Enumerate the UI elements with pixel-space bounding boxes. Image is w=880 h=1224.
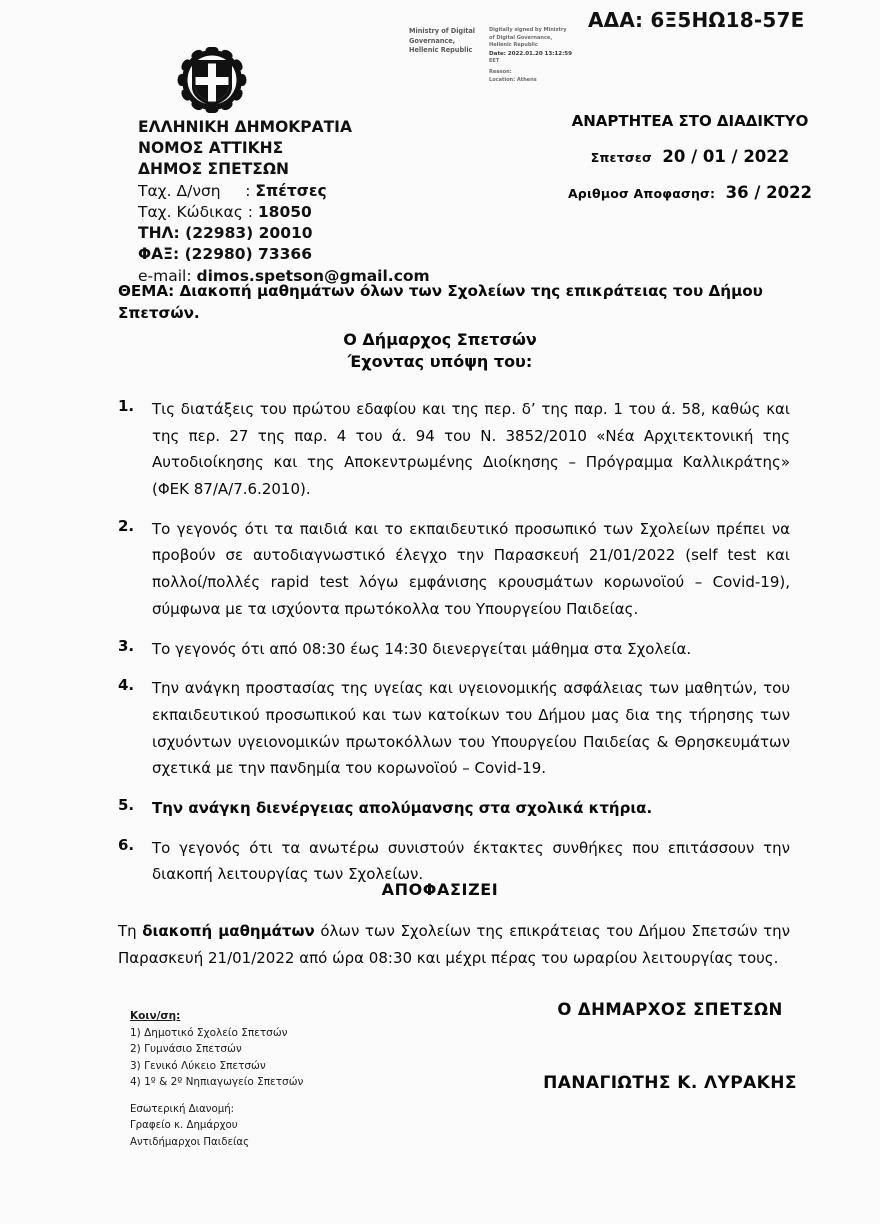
issue-date-row: [520, 147, 860, 166]
consideration-number: 3.: [118, 636, 135, 655]
address-value: Σπέτσες: [255, 181, 327, 200]
signature-details: [489, 27, 572, 84]
decision-number-row: [520, 183, 860, 202]
decision-number-value: 36 / 2022: [725, 183, 813, 202]
cc-item: 3) Γενικό Λύκειο Σπετσών: [130, 1059, 266, 1072]
publication-notice: ΑΝΑΡΤΗΤΕΑ ΣΤΟ ΔΙΑΔΙΚΤΥΟ: [571, 112, 809, 130]
phone-label: ΤΗΛ:: [138, 224, 186, 243]
document-meta: [520, 112, 860, 219]
consideration-number: 4.: [118, 676, 135, 695]
internal-items: [130, 1118, 249, 1151]
fax-label: ΦΑΞ:: [138, 245, 185, 264]
letterhead-prefecture: ΝΟΜΟΣ ΑΤΤΙΚΗΣ: [138, 139, 284, 158]
decision-paragraph: [118, 918, 790, 971]
cc-item: 1) Δημοτικό Σχολείο Σπετσών: [130, 1026, 288, 1039]
internal-item: Γραφείο κ. Δημάρχου: [130, 1120, 238, 1132]
signature-authority-line-1: Ministry of Digital: [409, 27, 476, 35]
signature-authority-line-3: Hellenic Republic: [409, 46, 473, 55]
cc-items: [130, 1025, 303, 1091]
considerations-list: [118, 396, 790, 901]
consideration-text: Το γεγονός ότι τα ανωτέρω συνιστούν έκτακτες συνθήκες που επιτάσσουν την διακοπή λειτουργίας των Σχολείων.: [152, 838, 790, 884]
consideration-text: Το γεγονός ότι τα παιδιά και το εκπαιδευτικό προσωπικό των Σχολείων πρέπει να προβούν σε αυτοδιαγνωστικό έλεγχο την Παρασκευή 21/01/2022 (self test και πολλοί/πολλές rapid test λόγω εμφάνισης κρουσμάτων κορωνοϊού – Covid-19), σύμφωνα με τα ισχύοντα πρωτόκολλα του Υπουργείου Παιδείας.: [152, 519, 790, 618]
postal-value: 18050: [257, 202, 312, 221]
mayor-heading: [0, 329, 880, 372]
address-label: Ταχ. Δ/νση :: [138, 181, 256, 200]
ada-code: ΑΔΑ: 6Ξ5ΗΩ18-57Ε: [588, 8, 805, 32]
consideration-text: Την ανάγκη διενέργειας απολύμανσης στα σχολικά κτήρια.: [152, 798, 653, 817]
consideration-item: [118, 636, 790, 663]
email-value: dimos.spetson@gmail.com: [196, 266, 430, 285]
fax-value: (22980) 73366: [184, 245, 312, 264]
consideration-item: [118, 516, 790, 623]
consideration-number: 5.: [118, 795, 135, 814]
signature-reason: Reason:: [489, 68, 512, 75]
signature-detail-line-2: of Digital Governance,: [489, 34, 553, 41]
consideration-item: [118, 396, 790, 503]
signer-name: ΠΑΝΑΓΙΩΤΗΣ Κ. ΛΥΡΑΚΗΣ: [543, 1073, 797, 1093]
consideration-item: [118, 795, 790, 822]
decision-prefix: Τη: [118, 922, 143, 940]
signature-detail-line-1: Digitally signed by Ministry: [489, 27, 567, 33]
signer-title: Ο ΔΗΜΑΡΧΟΣ ΣΠΕΤΣΩΝ: [557, 1000, 783, 1019]
letterhead-republic: ΕΛΛΗΝΙΚΗ ΔΗΜΟΚΡΑΤΙΑ: [138, 118, 352, 136]
consideration-text: Την ανάγκη προστασίας της υγείας και υγειονομικής ασφάλειας των μαθητών, του εκπαιδευτικού προσωπικού και των κατοίκων του Δήμου μας δια της τήρησης των ισχυόντων υγειονομικών πρωτοκόλλων του Υπουργείου Παιδείας & Θρησκευμάτων σχετικά με την πανδημία του κορωνοϊού – Covid-19.: [152, 679, 790, 778]
decision-rest: όλων των Σχολείων της επικράτειας του Δήμου Σπετσών την Παρασκευή 21/01/2022 από ώρα 08:30 και μέχρι πέρας του ωραρίου λειτουργίας τους.: [118, 922, 790, 967]
signature-block: [470, 1000, 870, 1093]
signature-authority: [409, 27, 483, 84]
letterhead: [138, 117, 430, 287]
consideration-number: 1.: [118, 397, 135, 415]
internal-item: Αντιδήμαρχοι Παιδείας: [130, 1136, 250, 1148]
letterhead-municipality: ΔΗΜΟΣ ΣΠΕΤΣΩΝ: [138, 160, 290, 179]
issue-date-value: 20 / 01 / 2022: [662, 147, 790, 166]
letterhead-postal: [138, 202, 430, 223]
signature-location: Location: Athens: [489, 76, 537, 83]
mayor-title: Ο Δήμαρχος Σπετσών: [343, 330, 537, 349]
signature-date: Date: 2022.01.20 13:12:59: [489, 50, 572, 57]
decision-emphasis: διακοπή μαθημάτων: [142, 922, 315, 940]
signature-timezone: EET: [489, 58, 500, 65]
letterhead-address: [138, 181, 430, 202]
internal-distribution: [130, 1102, 249, 1151]
cc-list: [130, 1008, 303, 1091]
decides-heading: ΑΠΟΦΑΣΙΖΕΙ: [381, 880, 499, 899]
digital-signature-stamp: [409, 27, 579, 84]
subject-line: [118, 281, 786, 324]
consideration-number: 6.: [118, 835, 135, 854]
subject-label: ΘΕΜΑ:: [118, 282, 180, 300]
cc-title: Κοιν/ση:: [130, 1010, 181, 1022]
letterhead-phone: [138, 223, 430, 244]
subject-text: Διακοπή μαθημάτων όλων των Σχολείων της επικράτειας του Δήμου Σπετσών.: [118, 282, 763, 322]
hellenic-republic-emblem-icon: [176, 47, 248, 113]
phone-value: (22983) 20010: [185, 224, 313, 243]
consideration-text: Το γεγονός ότι από 08:30 έως 14:30 διενεργείται μάθημα στα Σχολεία.: [152, 639, 692, 658]
having-regard-label: Έχοντας υπόψη του:: [347, 351, 533, 371]
signature-detail-line-3: Hellenic Republic: [489, 42, 538, 49]
consideration-item: [118, 675, 790, 782]
cc-item: 4) 1º & 2º Νηπιαγωγείο Σπετσών: [130, 1076, 304, 1089]
signature-authority-line-2: Governance,: [409, 36, 456, 45]
letterhead-fax: [138, 244, 430, 265]
consideration-number: 2.: [118, 516, 135, 535]
postal-label: Ταχ. Κώδικας :: [138, 202, 258, 221]
cc-item: 2) Γυμνάσιο Σπετσών: [130, 1043, 242, 1056]
consideration-text: Τις διατάξεις του πρώτου εδαφίου και της περ. δ’ της παρ. 1 του ά. 58, καθώς και της περ. 27 της παρ. 4 του ά. 94 του Ν. 3852/2010 «Νέα Αρχιτεκτονική της Αυτοδιοίκησης και της Αποκεντρωμένης Διοίκησης – Πρόγραμμα Καλλικράτης» (ΦΕΚ 87/Α/7.6.2010).: [152, 400, 790, 499]
place-label: Σπετσεσ: [590, 150, 652, 165]
decision-number-label: Αριθμοσ Αποφασησ:: [567, 186, 716, 201]
internal-title: Εσωτερική Διανομή:: [130, 1104, 235, 1115]
email-label: e-mail:: [138, 266, 197, 285]
